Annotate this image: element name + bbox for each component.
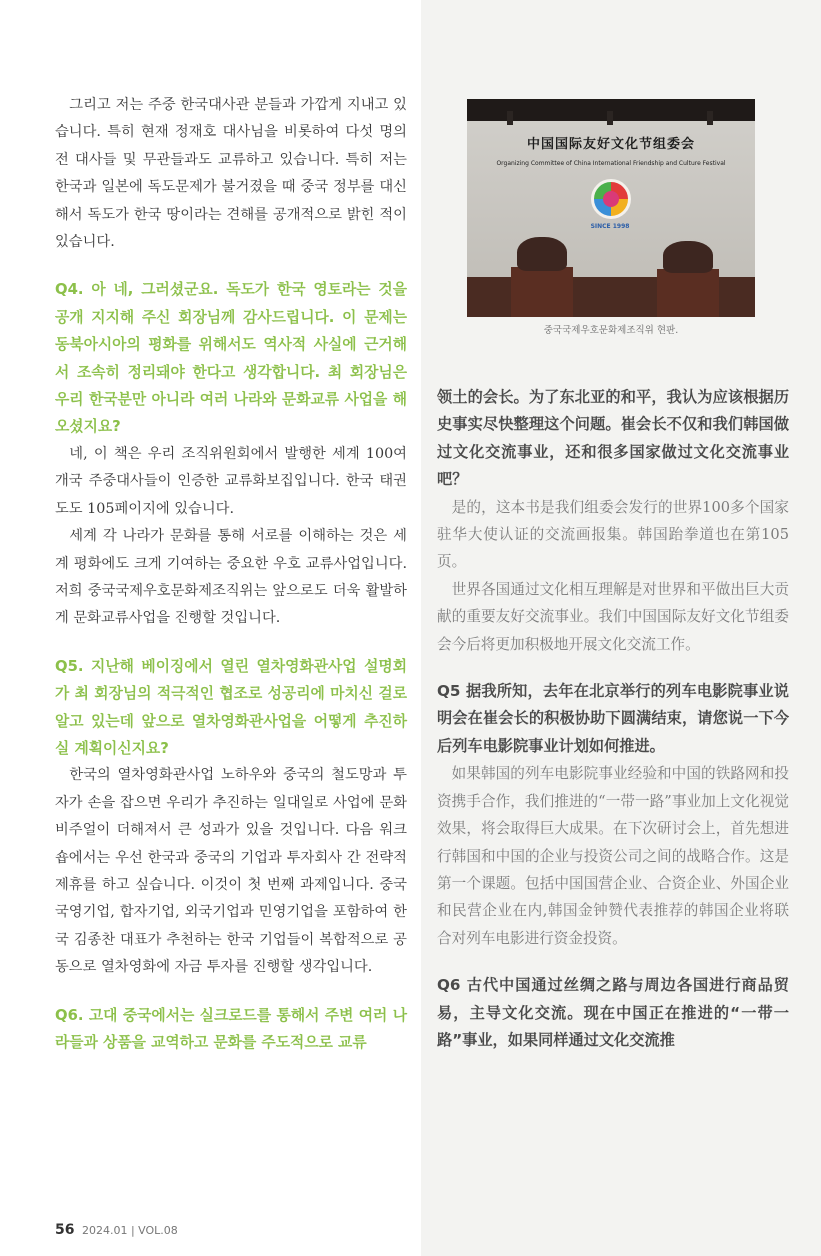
- question-q5-ko: Q5. 지난해 베이징에서 열린 열차영화관사업 설명회가 최 회장님의 적극적인 협조로 성공리에 마치신 걸로 알고 있는데 앞으로 열차영화관사업을 어떻게 추진하실 계획이신지요?: [55, 657, 407, 757]
- paragraph-ambassadors: 그리고 저는 주중 한국대사관 분들과 가깝게 지내고 있습니다. 특히 현재 정재호 대사님을 비롯하여 다섯 명의 전 대사들 및 무관들과도 교류하고 있습니다. 특히 저는 한국과 일본에 독도문제가 불거졌을 때 중국 정부를 대신해서 독도가 한국 땅이라는 견해를 공개적으로 밝힌 적이 있습니다.: [55, 97, 407, 251]
- answer-q5-ko: 한국의 열차영화관사업 노하우와 중국의 철도망과 투자가 손을 잡으면 우리가 추진하는 일대일로 사업에 문화비주얼이 더해져서 큰 성과가 있을 것입니다. 다음 워크숍에서는 우선 한국과 중국의 기업과 투자회사 간 전략적 제휴를 하고 싶습니다. 이것이 첫 번째 과제입니다. 중국 국영기업, 합자기업, 외국기업과 민영기업을 포함하여 한국 김종찬 대표가 추천하는 한국 기업들이 복합적으로 공동으로 열차영화에 자금 투자를 진행할 생각입니다.: [55, 767, 407, 976]
- question-q5-zh: Q5 据我所知，去年在北京举行的列车电影院事业说明会在崔会长的积极协助下圆满结束，请您说一下今后列车电影院事业计划如何推进。: [437, 682, 789, 755]
- right-elephant-statue: [663, 241, 713, 273]
- answer-q4-part1-zh: 是的，这本书是我们组委会发行的世界100多个国家驻华大使认证的交流画报集。韩国跆拳道也在第105页。: [437, 498, 789, 571]
- ceiling-light-icon: [707, 111, 713, 125]
- question-q6-zh: Q6 古代中国通过丝绸之路与周边各国进行商品贸易，主导文化交流。现在中国正在推进的“一带一路”事业，如果同样通过文化交流推: [437, 976, 789, 1049]
- chinese-column: [437, 384, 789, 1054]
- answer-q4-part2-ko: 세계 각 나라가 문화를 통해 서로를 이해하는 것은 세계 평화에도 크게 기여하는 중요한 우호 교류사업입니다. 저희 중국국제우호문화제조직위는 앞으로도 더욱 활발하게 문화교류사업을 진행할 것입니다.: [55, 528, 407, 627]
- sign-chinese-text: 中国国际友好文化节组委会: [526, 137, 695, 152]
- korean-column: [55, 92, 407, 1056]
- answer-q4-part2-zh: 世界各国通过文化相互理解是对世界和平做出巨大贡献的重要友好交流事业。我们中国国际友好文化节组委会今后将更加积极地开展文化交流工作。: [437, 580, 789, 653]
- committee-signboard-photo: [467, 99, 755, 317]
- page-number: 56: [55, 1222, 75, 1238]
- sign-since-text: SINCE 1998: [590, 223, 630, 230]
- ceiling-light-icon: [607, 111, 613, 125]
- ceiling-light-icon: [507, 111, 513, 125]
- sign-english-text: Organizing Committee of China International Friendship and Culture Festival: [496, 160, 726, 167]
- question-q6-ko: Q6. 고대 중국에서는 실크로드를 통해서 주변 여러 나라들과 상품을 교역하고 문화를 주도적으로 교류: [55, 1006, 407, 1051]
- answer-q4-part1-ko: 네, 이 책은 우리 조직위원회에서 발행한 세계 100여 개국 주중대사들이 인증한 교류화보집입니다. 한국 태권도도 105페이지에 있습니다.: [55, 445, 407, 517]
- photo-caption: 중국국제우호문화제조직위 현판.: [543, 325, 679, 336]
- left-pedestal: [511, 267, 573, 317]
- right-pedestal: [657, 269, 719, 317]
- answer-q5-zh: 如果韩国的列车电影院事业经验和中国的铁路网和投资携手合作，我们推进的“一带一路”事业加上文化视觉效果，将会取得巨大成果。在下次研讨会上，首先想进行韩国和中国的企业与投资公司之间的战略合作。这是第一个课题。包括中国国营企业、合资企业、外国企业和民营企业在内,韩国金钟赞代表推荐的韩国企业将联合对列车电影进行资金投资。: [437, 765, 789, 947]
- left-elephant-statue: [517, 237, 567, 271]
- question-q4-ko: Q4. 아 네, 그러셨군요. 독도가 한국 영토라는 것을 공개 지지해 주신 회장님께 감사드립니다. 이 문제는 동북아시아의 평화를 위해서도 역사적 사실에 근거해서 조속히 정리돼야 한다고 생각합니다. 최 회장님은 우리 한국분만 아니라 여러 나라와 문화교류 사업을 해오셨지요?: [55, 281, 407, 436]
- page-footer: [55, 1222, 178, 1238]
- issue-info: 2024.01 | VOL.08: [81, 1224, 178, 1237]
- question-q4-continued-zh: 领土的会长。为了东北亚的和平，我认为应该根据历史事实尽快整理这个问题。崔会长不仅和我们韩国做过文化交流事业，还和很多国家做过文化交流事业吧？: [437, 388, 789, 489]
- festival-logo-center: [603, 191, 619, 207]
